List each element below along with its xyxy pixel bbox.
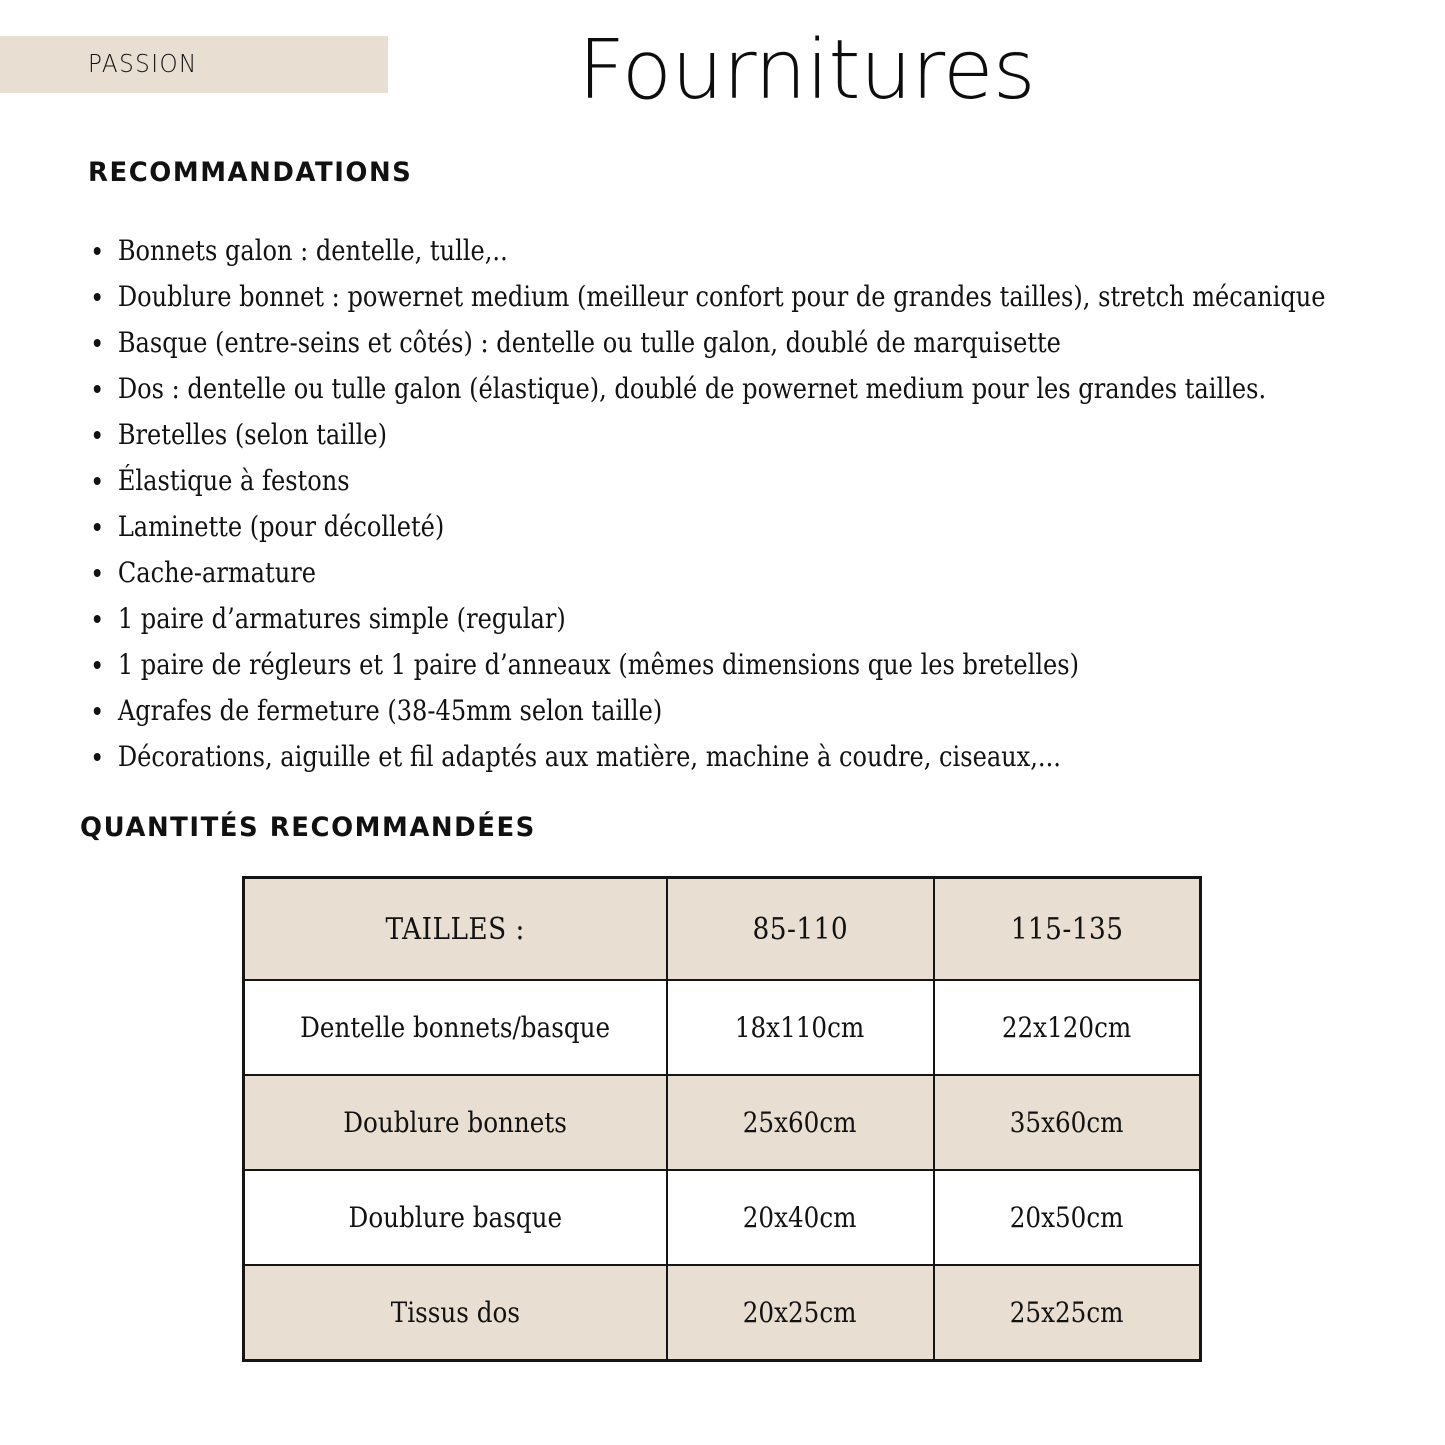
table-cell-85-110 bbox=[667, 1265, 934, 1361]
table-cell-115-135 bbox=[934, 980, 1201, 1075]
table-row bbox=[244, 1265, 1201, 1361]
list-item: Basque (entre-seins et côtés) : dentelle ou tulle galon, doublé de marquisette bbox=[86, 320, 1204, 366]
cell-text: 22x120cm bbox=[1002, 1011, 1132, 1044]
list-item: 1 paire d’armatures simple (regular) bbox=[86, 596, 1204, 642]
quantites-recommandees-heading: QUANTITÉS RECOMMANDÉES bbox=[80, 812, 536, 843]
list-item: Bretelles (selon taille) bbox=[86, 412, 1204, 458]
list-item: 1 paire de régleurs et 1 paire d’anneaux (mêmes dimensions que les bretelles) bbox=[86, 642, 1204, 688]
table-header-label: 115-135 bbox=[1010, 911, 1124, 947]
table-header-row bbox=[244, 878, 1201, 981]
list-item: Laminette (pour décolleté) bbox=[86, 504, 1204, 550]
table-header-cell-85-110 bbox=[667, 878, 934, 981]
cell-text: 25x25cm bbox=[1009, 1296, 1124, 1329]
table-cell-115-135 bbox=[934, 1265, 1201, 1361]
list-item: Doublure bonnet : powernet medium (meilleur confort pour de grandes tailles), stretch mécanique bbox=[86, 274, 1204, 320]
table-row bbox=[244, 980, 1201, 1075]
cell-text: 20x50cm bbox=[1009, 1201, 1124, 1234]
cell-text: Doublure bonnets bbox=[343, 1106, 568, 1139]
table-header-cell-sizes bbox=[244, 878, 667, 981]
table-header-cell-115-135 bbox=[934, 878, 1201, 981]
quantities-table bbox=[242, 876, 1202, 1362]
cell-text: Dentelle bonnets/basque bbox=[300, 1011, 611, 1044]
list-item: Élastique à festons bbox=[86, 458, 1204, 504]
list-item: Dos : dentelle ou tulle galon (élastique), doublé de powernet medium pour les grandes tailles. bbox=[86, 366, 1204, 412]
table-cell-115-135 bbox=[934, 1170, 1201, 1265]
table-cell-115-135 bbox=[934, 1075, 1201, 1170]
table-cell-85-110 bbox=[667, 1170, 934, 1265]
supplies-list bbox=[86, 228, 1386, 780]
table-header-label: 85-110 bbox=[752, 911, 848, 947]
cell-text: Doublure basque bbox=[348, 1201, 563, 1234]
recommandations-heading: RECOMMANDATIONS bbox=[88, 157, 413, 188]
table-header-label: TAILLES : bbox=[385, 911, 525, 947]
table-cell-label bbox=[244, 980, 667, 1075]
table-cell-label bbox=[244, 1075, 667, 1170]
list-item: Agrafes de fermeture (38-45mm selon taille) bbox=[86, 688, 1204, 734]
table-cell-label bbox=[244, 1265, 667, 1361]
list-item: Décorations, aiguille et fil adaptés aux matière, machine à coudre, ciseaux,... bbox=[86, 734, 1204, 780]
document-header bbox=[0, 0, 1445, 140]
table-row bbox=[244, 1170, 1201, 1265]
list-item: Cache-armature bbox=[86, 550, 1204, 596]
table-cell-85-110 bbox=[667, 1075, 934, 1170]
list-item: Bonnets galon : dentelle, tulle,.. bbox=[86, 228, 1204, 274]
table-cell-label bbox=[244, 1170, 667, 1265]
cell-text: 20x40cm bbox=[743, 1201, 857, 1234]
cell-text: 18x110cm bbox=[735, 1011, 865, 1044]
cell-text: 20x25cm bbox=[743, 1296, 857, 1329]
page-title: Fournitures bbox=[578, 23, 1036, 118]
cell-text: 25x60cm bbox=[743, 1106, 857, 1139]
brand-label: PASSION bbox=[88, 49, 198, 78]
table-cell-85-110 bbox=[667, 980, 934, 1075]
cell-text: 35x60cm bbox=[1009, 1106, 1124, 1139]
table-row bbox=[244, 1075, 1201, 1170]
cell-text: Tissus dos bbox=[390, 1296, 520, 1329]
